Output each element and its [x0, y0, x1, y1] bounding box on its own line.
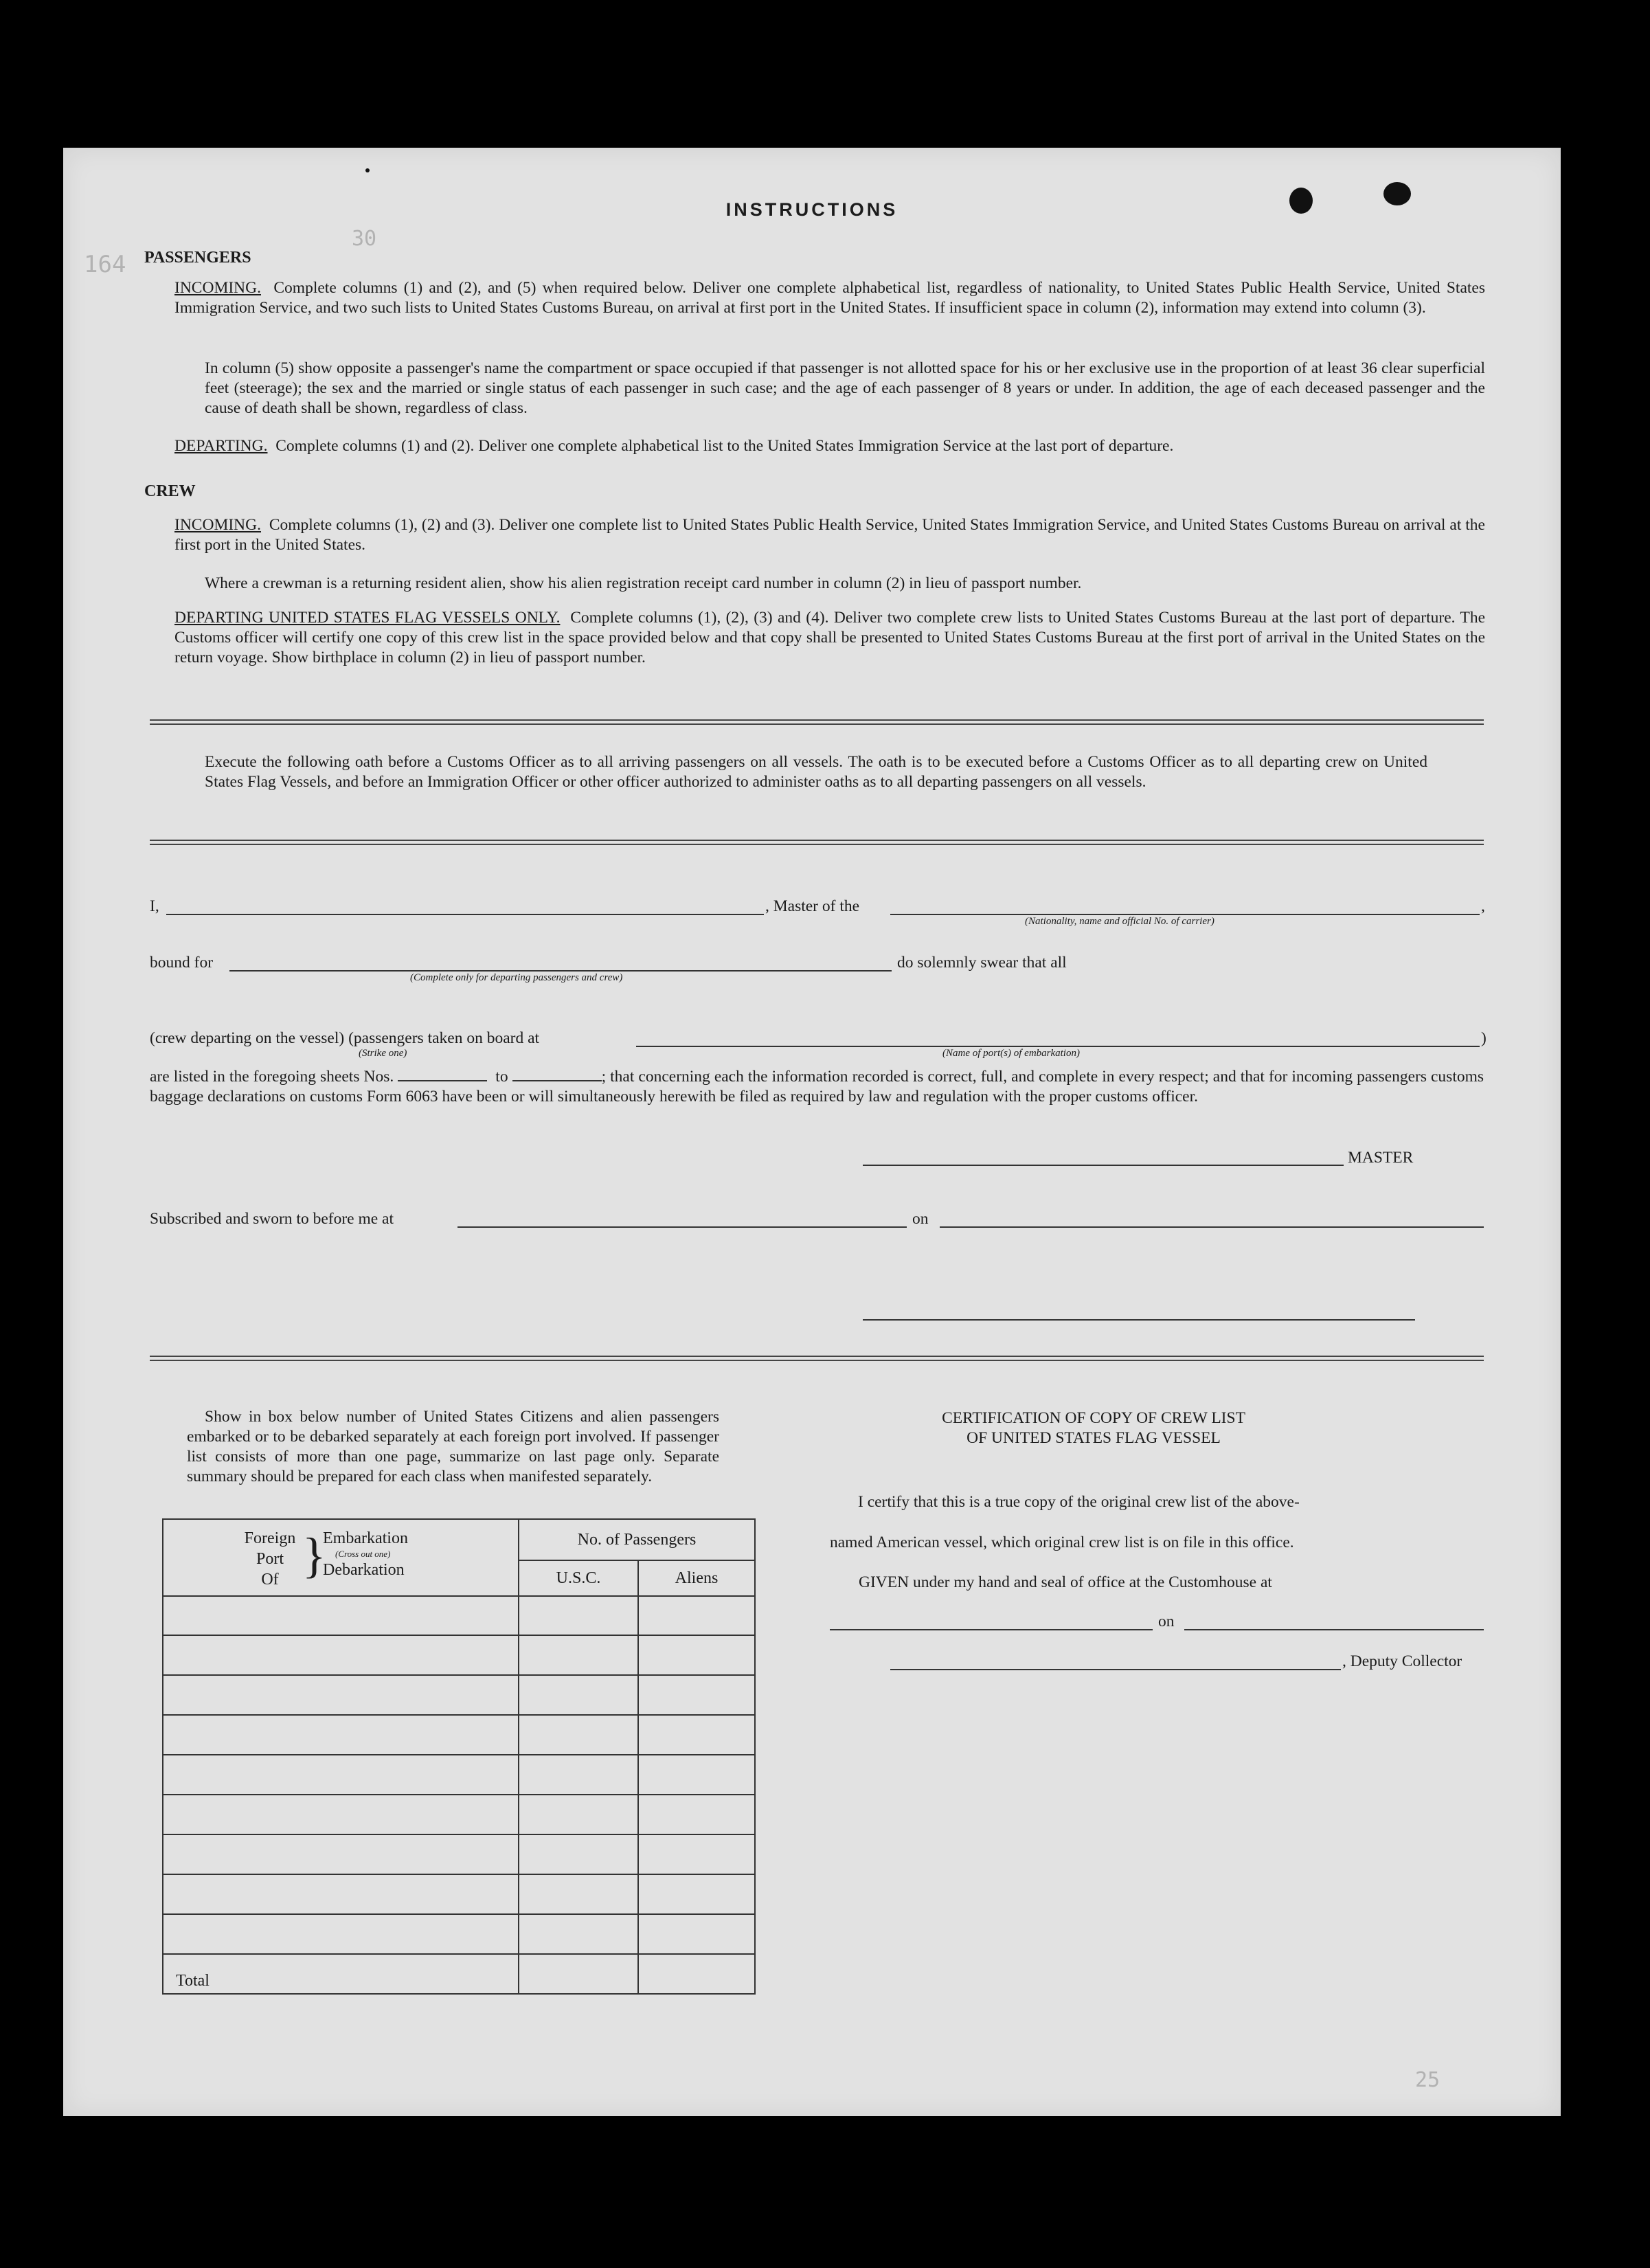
- total-usc-cell[interactable]: [519, 1954, 638, 1994]
- cert-date-field[interactable]: [1184, 1629, 1484, 1630]
- crew-incoming-text: Complete columns (1), (2) and (3). Deliver one complete list to United States Public Health Service, United States Immigration Service, and United States Customs Bureau on arrival at the first port in the United States.: [174, 516, 1485, 554]
- cert-title-line2: OF UNITED STATES FLAG VESSEL: [967, 1429, 1221, 1447]
- oath-intro-text: Execute the following oath before a Customs Officer as to all arriving passengers on all vessels. The oath is to be executed before a Customs Officer as to all departing crew on United States Flag Vessels, and before an Immigration Officer or other officer authorized to administer oaths as to all departing passengers on all vessels.: [205, 753, 1427, 791]
- usc-cell[interactable]: [519, 1675, 638, 1715]
- subscribed-label: Subscribed and sworn to before me at: [150, 1210, 394, 1228]
- usc-cell[interactable]: [519, 1635, 638, 1675]
- aliens-cell[interactable]: [638, 1834, 755, 1874]
- aliens-cell[interactable]: [638, 1635, 755, 1675]
- passenger-summary-table: [162, 1518, 756, 1995]
- master-signature-field[interactable]: [863, 1165, 1344, 1166]
- incoming-label: INCOMING.: [174, 279, 261, 297]
- aliens-cell[interactable]: [638, 1914, 755, 1954]
- divider: [150, 1356, 1484, 1361]
- table-row: [163, 1675, 755, 1715]
- aliens-cell[interactable]: [638, 1675, 755, 1715]
- cert-place-field[interactable]: [830, 1629, 1153, 1630]
- cert-text-line2: named American vessel, which original crew list is on file in this office.: [830, 1534, 1294, 1551]
- cert-text-line1: I certify that this is a true copy of the original crew list of the above-: [858, 1493, 1300, 1511]
- ports-field[interactable]: [636, 1046, 1480, 1047]
- deputy-collector-label: , Deputy Collector: [1342, 1652, 1462, 1670]
- port-cell[interactable]: [163, 1675, 519, 1715]
- port-cell[interactable]: [163, 1914, 519, 1954]
- port-cell[interactable]: [163, 1755, 519, 1795]
- master-of-label: , Master of the: [765, 897, 860, 915]
- total-aliens-cell[interactable]: [638, 1954, 755, 1994]
- page-number: 25: [1415, 2068, 1440, 2092]
- usc-cell[interactable]: [519, 1914, 638, 1954]
- carrier-field[interactable]: [890, 914, 1480, 915]
- usc-cell[interactable]: [519, 1596, 638, 1635]
- sworn-on-label: on: [912, 1210, 929, 1228]
- crew-heading: CREW: [144, 482, 196, 500]
- oath-intro: [205, 752, 1427, 792]
- sheet-from-field[interactable]: [398, 1080, 487, 1081]
- table-row: [163, 1635, 755, 1675]
- brace: }: [302, 1528, 326, 1583]
- close-paren: ): [1481, 1029, 1487, 1047]
- carrier-note: (Nationality, name and official No. of carrier): [1025, 916, 1214, 927]
- table-row: [163, 1715, 755, 1755]
- aliens-cell[interactable]: [638, 1755, 755, 1795]
- table-row: [163, 1834, 755, 1874]
- officer-signature-field[interactable]: [863, 1319, 1415, 1321]
- passengers-incoming: [174, 278, 1485, 318]
- usc-cell[interactable]: [519, 1874, 638, 1914]
- passengers-heading: PASSENGERS: [144, 249, 251, 267]
- cert-on-label: on: [1158, 1613, 1175, 1630]
- aliens-cell[interactable]: [638, 1715, 755, 1755]
- passengers-departing-text: Complete columns (1) and (2). Deliver one complete alphabetical list to the United States Immigration Service at the last port of departure.: [275, 437, 1174, 455]
- summary-instructions: [187, 1407, 719, 1487]
- usc-cell[interactable]: [519, 1834, 638, 1874]
- summary-text: Show in box below number of United States Citizens and alien passengers embarked or to be debarked separately at each foreign port involved. If passenger list consists of more than one page, summarize on last page only. Separate summary should be prepared for each class when manifested separately.: [187, 1408, 719, 1485]
- strike-note: (Strike one): [359, 1048, 407, 1059]
- header-port: [163, 1519, 519, 1596]
- listed-to: to: [495, 1068, 508, 1086]
- crew-departing: [174, 608, 1485, 668]
- port-cell[interactable]: [163, 1596, 519, 1635]
- table-row: [163, 1874, 755, 1914]
- bound-note: (Complete only for departing passengers and crew): [410, 972, 623, 983]
- stamp-number: 30: [352, 227, 377, 251]
- bound-for-field[interactable]: [229, 970, 892, 972]
- aliens-cell[interactable]: [638, 1874, 755, 1914]
- crew-departing-label: DEPARTING UNITED STATES FLAG VESSELS ONLY.: [174, 609, 561, 627]
- comma: ,: [1481, 897, 1485, 915]
- embark-debark: Embarkation (Cross out one) Debarkation: [323, 1529, 408, 1579]
- crew-departing-text: Complete columns (1), (2), (3) and (4). Deliver two complete crew lists to United States Customs Bureau at the last port of departure. The Customs officer will certify one copy of this crew list in the space provided below and that copy shall be presented to United States Customs Bureau at the first port of arrival in the United States on the return voyage. Show birthplace in column (2) in lieu of passport number.: [174, 609, 1486, 666]
- foreign-port-of: Foreign Port Of: [244, 1529, 296, 1588]
- port-cell[interactable]: [163, 1834, 519, 1874]
- crew-resident: [205, 574, 1485, 594]
- table-row: [163, 1914, 755, 1954]
- total-row: [163, 1954, 755, 1994]
- passengers-column5: [205, 359, 1485, 418]
- swear-text: do solemnly swear that all: [897, 954, 1067, 972]
- certification-title: [839, 1408, 1348, 1448]
- sworn-place-field[interactable]: [457, 1226, 907, 1228]
- listed-paragraph: [150, 1067, 1484, 1107]
- header-usc: U.S.C.: [519, 1560, 638, 1596]
- port-cell[interactable]: [163, 1715, 519, 1755]
- total-label: Total: [163, 1954, 519, 1994]
- departing-label: DEPARTING.: [174, 437, 268, 455]
- divider: [150, 840, 1484, 845]
- ink-speck: [365, 168, 370, 172]
- document-page: [63, 148, 1561, 2116]
- bound-for-label: bound for: [150, 954, 214, 972]
- listed-b: ; that concerning each the information recorded is correct, full, and complete in every respect; and that for incoming passengers customs baggage declarations on customs Form 6063 have been or will simultaneously herewith be filed as required by law and regulation with the proper customs officer.: [150, 1068, 1484, 1105]
- cert-title-line1: CERTIFICATION OF COPY OF CREW LIST: [942, 1409, 1245, 1427]
- handwritten-number: 164: [84, 251, 126, 278]
- passengers-incoming-text: Complete columns (1) and (2), and (5) when required below. Deliver one complete alphabetical list, regardless of nationality, to United States Public Health Service, United States Immigration Service, and two such lists to United States Customs Bureau, on arrival at first port in the United States. If insufficient space in column (2), information may extend into column (3).: [174, 279, 1486, 317]
- divider: [150, 719, 1484, 725]
- header-aliens: Aliens: [638, 1560, 755, 1596]
- port-cell[interactable]: [163, 1635, 519, 1675]
- cert-given: GIVEN under my hand and seal of office at the Customhouse at: [859, 1573, 1272, 1591]
- usc-cell[interactable]: [519, 1795, 638, 1834]
- ports-note: (Name of port(s) of embarkation): [942, 1048, 1080, 1059]
- crew-passengers-text: (crew departing on the vessel) (passengers taken on board at: [150, 1029, 540, 1047]
- sworn-date-field[interactable]: [940, 1226, 1484, 1228]
- aliens-cell[interactable]: [638, 1596, 755, 1635]
- header-num-passengers: No. of Passengers: [519, 1519, 755, 1560]
- usc-cell[interactable]: [519, 1755, 638, 1795]
- table-row: [163, 1755, 755, 1795]
- aliens-cell[interactable]: [638, 1795, 755, 1834]
- crew-incoming: [174, 515, 1485, 555]
- table-row: [163, 1795, 755, 1834]
- master-name-field[interactable]: [166, 914, 764, 915]
- port-cell[interactable]: [163, 1795, 519, 1834]
- crew-incoming-label: INCOMING.: [174, 516, 261, 534]
- page-title: INSTRUCTIONS: [725, 199, 899, 220]
- column5-text: In column (5) show opposite a passenger's name the compartment or space occupied if that passenger is not allotted space for his or her exclusive use in the proportion of at least 36 clear superficial feet (steerage); the sex and the married or single status of each passenger in such case; and the age of each passenger of 8 years or under. In addition, the age of each deceased passenger and the cause of death shall be shown, regardless of class.: [205, 359, 1485, 417]
- usc-cell[interactable]: [519, 1715, 638, 1755]
- port-cell[interactable]: [163, 1874, 519, 1914]
- master-label: MASTER: [1348, 1149, 1414, 1167]
- table-row: [163, 1596, 755, 1635]
- listed-a: are listed in the foregoing sheets Nos.: [150, 1068, 394, 1086]
- deputy-signature-field[interactable]: [890, 1669, 1341, 1670]
- passengers-departing: [174, 436, 1485, 456]
- sheet-to-field[interactable]: [512, 1080, 602, 1081]
- crew-resident-text: Where a crewman is a returning resident alien, show his alien registration receipt card number in column (2) in lieu of passport number.: [205, 574, 1082, 592]
- oath-i-label: I,: [150, 897, 159, 915]
